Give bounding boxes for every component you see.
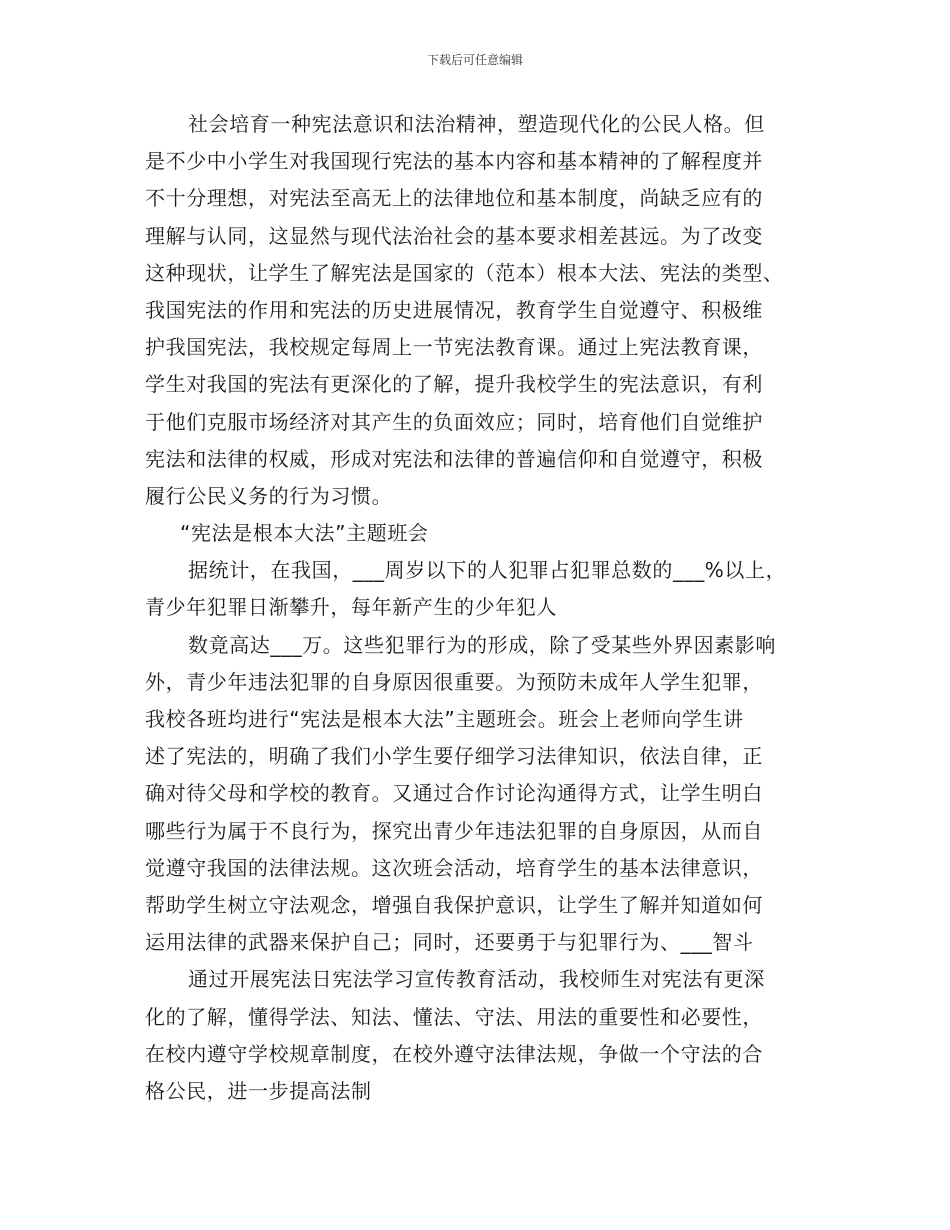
text-line: 确对待父母和学校的教育。又通过合作讨论沟通得方式，让学生明白 — [145, 781, 763, 806]
section-title: “宪法是根本大法”主题班会 — [180, 521, 429, 546]
text-line: 于他们克服市场经济对其产生的负面效应；同时，培育他们自觉维护 — [145, 409, 763, 434]
text-line: 理解与认同，这显然与现代法治社会的基本要求相差甚远。为了改变 — [145, 223, 763, 248]
text-line: 哪些行为属于不良行为，探究出青少年违法犯罪的自身原因，从而自 — [145, 818, 763, 843]
text-line: 履行公民义务的行为习惯。 — [145, 483, 393, 508]
text-line: 外，青少年违法犯罪的自身原因很重要。为预防未成年人学生犯罪， — [145, 669, 763, 694]
text-line: 我国宪法的作用和宪法的历史进展情况，教育学生自觉遵守、积极维 — [145, 297, 763, 322]
text-line: 宪法和法律的权威，形成对宪法和法律的普遍信仰和自觉遵守，积极 — [145, 446, 763, 471]
text-line: 我校各班均进行“宪法是根本大法”主题班会。班会上老师向学生讲 — [145, 707, 744, 731]
text-line: 格公民，进一步提高法制 — [145, 1078, 372, 1103]
text-line: 在校内遵守学校规章制度，在校外遵守法律法规，争做一个守法的合 — [145, 1041, 763, 1066]
text-line: 运用法律的武器来保护自己；同时，还要勇于与犯罪行为、___智斗 — [145, 930, 754, 955]
text-line: 青少年犯罪日渐攀升，每年新产生的少年犯人 — [145, 595, 557, 620]
text-line: 这种现状，让学生了解宪法是国家的（范本）根本大法、宪法的类型、 — [145, 260, 784, 285]
text-line: 不十分理想，对宪法至高无上的法律地位和基本制度，尚缺乏应有的 — [145, 186, 763, 211]
text-line: 学生对我国的宪法有更深化的了解，提升我校学生的宪法意识，有利 — [145, 372, 763, 397]
text-line: 化的了解，懂得学法、知法、懂法、守法、用法的重要性和必要性， — [145, 1004, 763, 1029]
text-line: 通过开展宪法日宪法学习宣传教育活动，我校师生对宪法有更深 — [188, 967, 765, 992]
text-line: 是不少中小学生对我国现行宪法的基本内容和基本精神的了解程度并 — [145, 149, 763, 174]
document-body — [145, 106, 825, 1110]
text-line: 帮助学生树立守法观念，增强自我保护意识，让学生了解并知道如何 — [145, 892, 763, 917]
page-header: 下载后可任意编辑 — [426, 53, 523, 67]
text-line: 社会培育一种宪法意识和法治精神，塑造现代化的公民人格。但 — [188, 112, 765, 136]
text-line: 数竟高达___万。这些犯罪行为的形成，除了受某些外界因素影响 — [188, 632, 776, 657]
text-line: 护我国宪法，我校规定每周上一节宪法教育课。通过上宪法教育课， — [145, 335, 763, 360]
text-line: 据统计，在我国，___周岁以下的人犯罪占犯罪总数的___%以上， — [188, 558, 787, 583]
text-line: 述了宪法的，明确了我们小学生要仔细学习法律知识，依法自律，正 — [145, 744, 763, 769]
text-line: 觉遵守我国的法律法规。这次班会活动，培育学生的基本法律意识， — [145, 855, 763, 880]
